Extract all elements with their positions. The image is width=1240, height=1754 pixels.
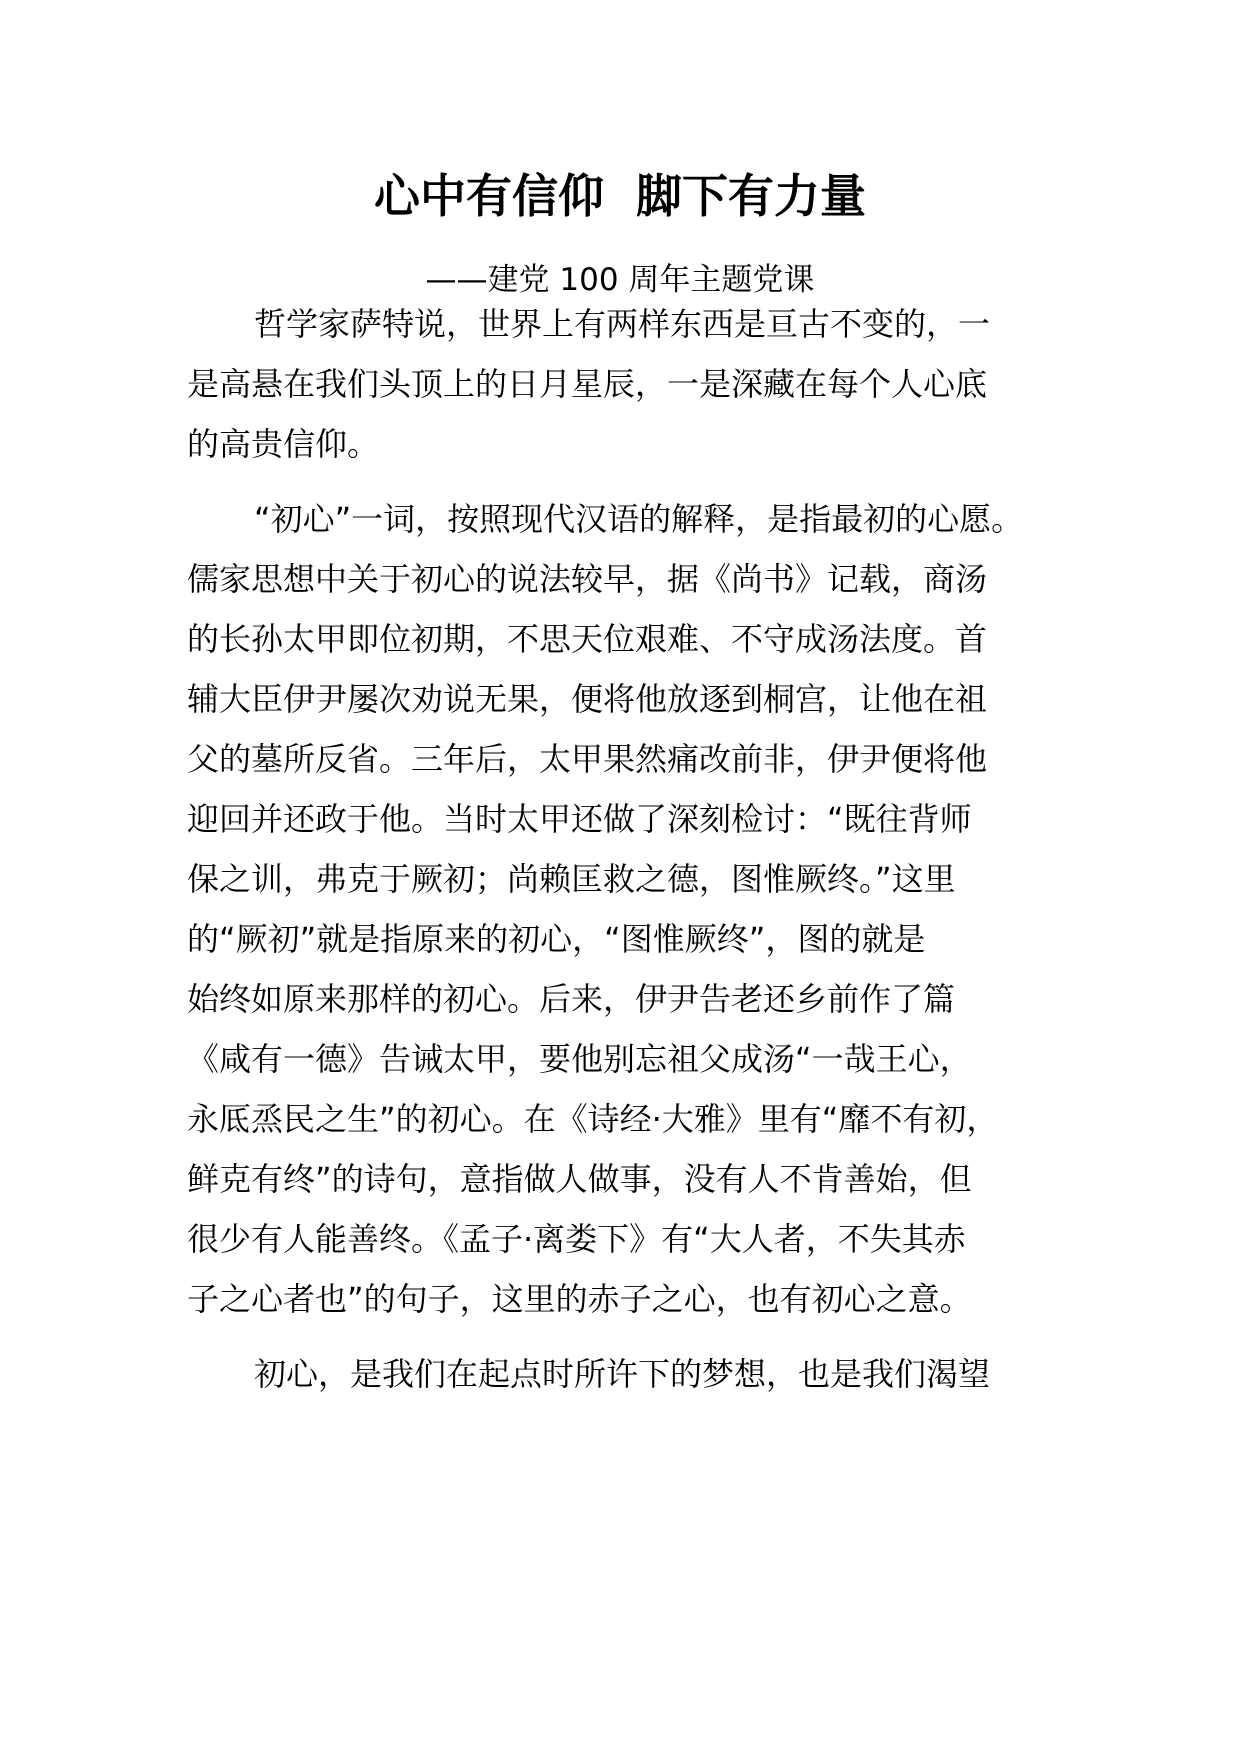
document-subtitle: ——建党 100 周年主题党课 bbox=[425, 262, 815, 298]
paragraph-1-line-2: 是高悬在我们头顶上的日月星辰，一是深藏在每个人心底 bbox=[187, 365, 988, 403]
paragraph-2-line-2: 儒家思想中关于初心的说法较早，据《尚书》记载，商汤 bbox=[187, 560, 988, 598]
paragraph-2-line-6: 迎回并还政于他。当时太甲还做了深刻检讨：“既往背师 bbox=[187, 800, 972, 838]
paragraph-2-line-1: “初心”一词，按照现代汉语的解释，是指最初的心愿。 bbox=[254, 500, 1024, 538]
paragraph-2-line-8: 的“厥初”就是指原来的初心，“图惟厥终”，图的就是 bbox=[187, 920, 926, 958]
paragraph-2-line-14: 子之心者也”的句子，这里的赤子之心，也有初心之意。 bbox=[187, 1280, 972, 1318]
paragraph-2-line-10: 《咸有一德》告诫太甲，要他别忘祖父成汤“一哉王心， bbox=[187, 1040, 972, 1078]
paragraph-2-line-3: 的长孙太甲即位初期，不思天位艰难、不守成汤法度。首 bbox=[187, 620, 988, 658]
paragraph-2-line-4: 辅大臣伊尹屡次劝说无果，便将他放逐到桐宫，让他在祖 bbox=[187, 680, 988, 718]
paragraph-2-line-7: 保之训，弗克于厥初；尚赖匡救之德，图惟厥终。”这里 bbox=[187, 860, 956, 898]
paragraph-1-line-3: 的高贵信仰。 bbox=[187, 425, 380, 463]
paragraph-2-line-9: 始终如原来那样的初心。后来，伊尹告老还乡前作了篇 bbox=[187, 980, 956, 1018]
paragraph-3-line-1: 初心，是我们在起点时所许下的梦想，也是我们渴望 bbox=[254, 1355, 991, 1393]
paragraph-2-line-11: 永厎烝民之生”的初心。在《诗经·大雅》里有“靡不有初， bbox=[187, 1100, 999, 1138]
paragraph-1-line-1: 哲学家萨特说，世界上有两样东西是亘古不变的，一 bbox=[254, 305, 991, 343]
document-title: 心中有信仰 脚下有力量 bbox=[373, 169, 867, 223]
paragraph-2-line-5: 父的墓所反省。三年后，太甲果然痛改前非，伊尹便将他 bbox=[187, 740, 988, 778]
paragraph-2-line-13: 很少有人能善终。《孟子·离娄下》有“大人者，不失其赤 bbox=[187, 1220, 966, 1258]
paragraph-2-line-12: 鲜克有终”的诗句，意指做人做事，没有人不肯善始，但 bbox=[187, 1160, 972, 1198]
